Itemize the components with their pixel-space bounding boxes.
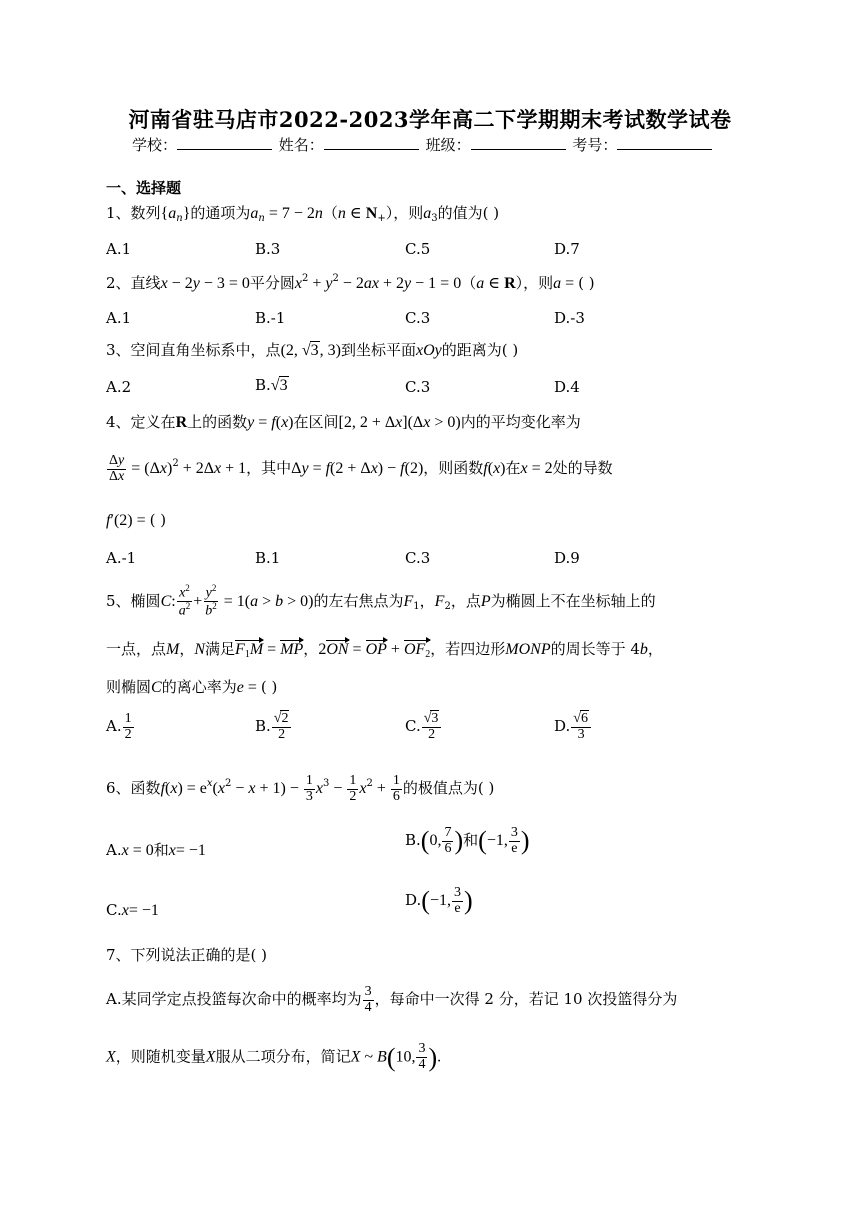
choice-d[interactable]: D. $\frac{√6}{3}$: [554, 712, 592, 742]
question-7: [106, 946, 267, 964]
choice-d[interactable]: D.4: [554, 378, 580, 396]
choice-b[interactable]: B.√3: [255, 376, 288, 394]
choice-c[interactable]: C.3: [405, 549, 431, 567]
choice-a[interactable]: A.1: [106, 240, 132, 258]
choice-c[interactable]: C. $\frac{√3}{2}$: [405, 712, 442, 742]
school-blank[interactable]: [177, 135, 272, 150]
school-label: 学校：: [132, 136, 178, 154]
choice-d[interactable]: D.(−1, $\frac{3}{e}$ ): [405, 885, 473, 916]
choice-c[interactable]: C.x= −1: [106, 901, 159, 919]
question-number: 2、: [106, 274, 131, 292]
question-7-text: 下列说法正确的是( ): [130, 946, 268, 964]
question-7-option-a[interactable]: A.某同学定点投篮每次命中的概率均为 $\frac{3}{4}$ ，每命中一次得 2 分，若记 10 次投篮得分为: [106, 984, 678, 1015]
question-number: 4、: [106, 413, 131, 431]
choice-d[interactable]: D.-3: [554, 309, 585, 327]
exam-number-label: 考号：: [572, 136, 618, 154]
choice-a[interactable]: A.2: [106, 378, 132, 396]
choice-b-label: B.: [405, 831, 421, 850]
choice-b-label: B.: [255, 376, 271, 394]
class-blank[interactable]: [471, 135, 566, 150]
question-3: 3、空间直角坐标系中，点(2, √3, 3)到坐标平面xOy的距离为( ): [106, 341, 519, 359]
question-number: 7、: [106, 946, 131, 964]
choice-b[interactable]: B.3: [255, 240, 281, 258]
choice-a[interactable]: A.x = 0和x= −1: [106, 841, 206, 859]
choice-c[interactable]: C.3: [405, 309, 431, 327]
choice-a-label: A.: [106, 717, 122, 736]
choice-c-label: C.: [106, 901, 122, 919]
question-number: 6、: [106, 779, 131, 798]
choice-b[interactable]: B.-1: [255, 309, 286, 327]
choice-b[interactable]: B.1: [255, 549, 281, 567]
question-6: 6、函数$f(x) = e^x(x^2 - x + 1)$ − $\frac{1}{3}$ $x^3$ − $\frac{1}{2}$ $x^2$ + $\frac{1}{6}$ 的极值点为( ): [106, 773, 495, 804]
choice-b[interactable]: B. $\frac{√2}{2}$: [255, 712, 292, 742]
choice-c[interactable]: C.3: [405, 378, 431, 396]
question-number: 3、: [106, 341, 131, 359]
choice-d[interactable]: D.9: [554, 549, 580, 567]
student-info-row: [132, 134, 714, 155]
choice-a[interactable]: A.-1: [106, 549, 137, 567]
question-number: 1、: [106, 204, 131, 222]
question-1: 1、数列$\{a_n\}$的通项为$a_n = 7 - 2n(n$ ∈ $N_+$），则$a_3$的值为( ): [106, 204, 500, 224]
question-4-line-2: $\frac{\Delta y}{\Delta x}$ = $(\Delta x)^2 + 2\Delta x + 1$，其中Δy = f(2 + Δx) − f(2)，则函数f(x)在x = 2处的导数: [109, 453, 613, 484]
choice-a-label: A.: [106, 841, 122, 859]
section-heading: 一、选择题: [106, 179, 182, 197]
question-7-option-a-line-2: X，则随机变量X服从二项分布，简记X ~ B(10, $\frac{3}{4}$ ).: [106, 1041, 442, 1073]
question-5-line-2: 一点，点M，N满足$F_1M$ = MP，2ON = OP + $OF_2$，若四边形MONP的周长等于 4b，: [106, 640, 663, 660]
choice-c[interactable]: C.5: [405, 240, 431, 258]
name-blank[interactable]: [324, 135, 419, 150]
question-4: 4、定义在R上的函数y = f(x)在区间[2, 2 + Δx](Δx > 0)内的平均变化率为: [106, 413, 581, 431]
page-title: 河南省驻马店市2022-2023学年高二下学期期末考试数学试卷: [128, 107, 732, 132]
choice-b-label: B.: [255, 717, 271, 736]
question-4-line-3: f′(2) = ( ): [106, 511, 167, 529]
choice-c-label: C.: [405, 717, 421, 736]
question-number: 5、: [106, 591, 131, 610]
choice-a[interactable]: A. $\frac{1}{2}$: [106, 711, 132, 742]
choice-d-label: D.: [554, 717, 571, 736]
class-label: 班级：: [425, 136, 471, 154]
question-2: 2、直线x − 2y − 3 = 0平分圆$x^2 + y^2 - 2ax + 2y - 1 = 0(a$ ∈ R），则a = ( ): [106, 273, 595, 292]
choice-d-label: D.: [405, 891, 422, 910]
question-5-line-3: 则椭圆C的离心率为e = ( ): [106, 678, 278, 696]
choice-b[interactable]: B.(0, $\frac{7}{6}$ )和(−1, $\frac{3}{e}$ ): [405, 825, 530, 856]
question-5: 5、椭圆C: $\frac{x^2}{a^2}$ + $\frac{y^2}{b^2}$ = 1(a > b > 0)的左右焦点为$F_1$，$F_2$，点P为椭圆上不在坐标轴上的: [106, 583, 656, 619]
choice-a[interactable]: A.1: [106, 309, 132, 327]
exam-number-blank[interactable]: [617, 135, 712, 150]
choice-d[interactable]: D.7: [554, 240, 580, 258]
name-label: 姓名：: [278, 136, 324, 154]
